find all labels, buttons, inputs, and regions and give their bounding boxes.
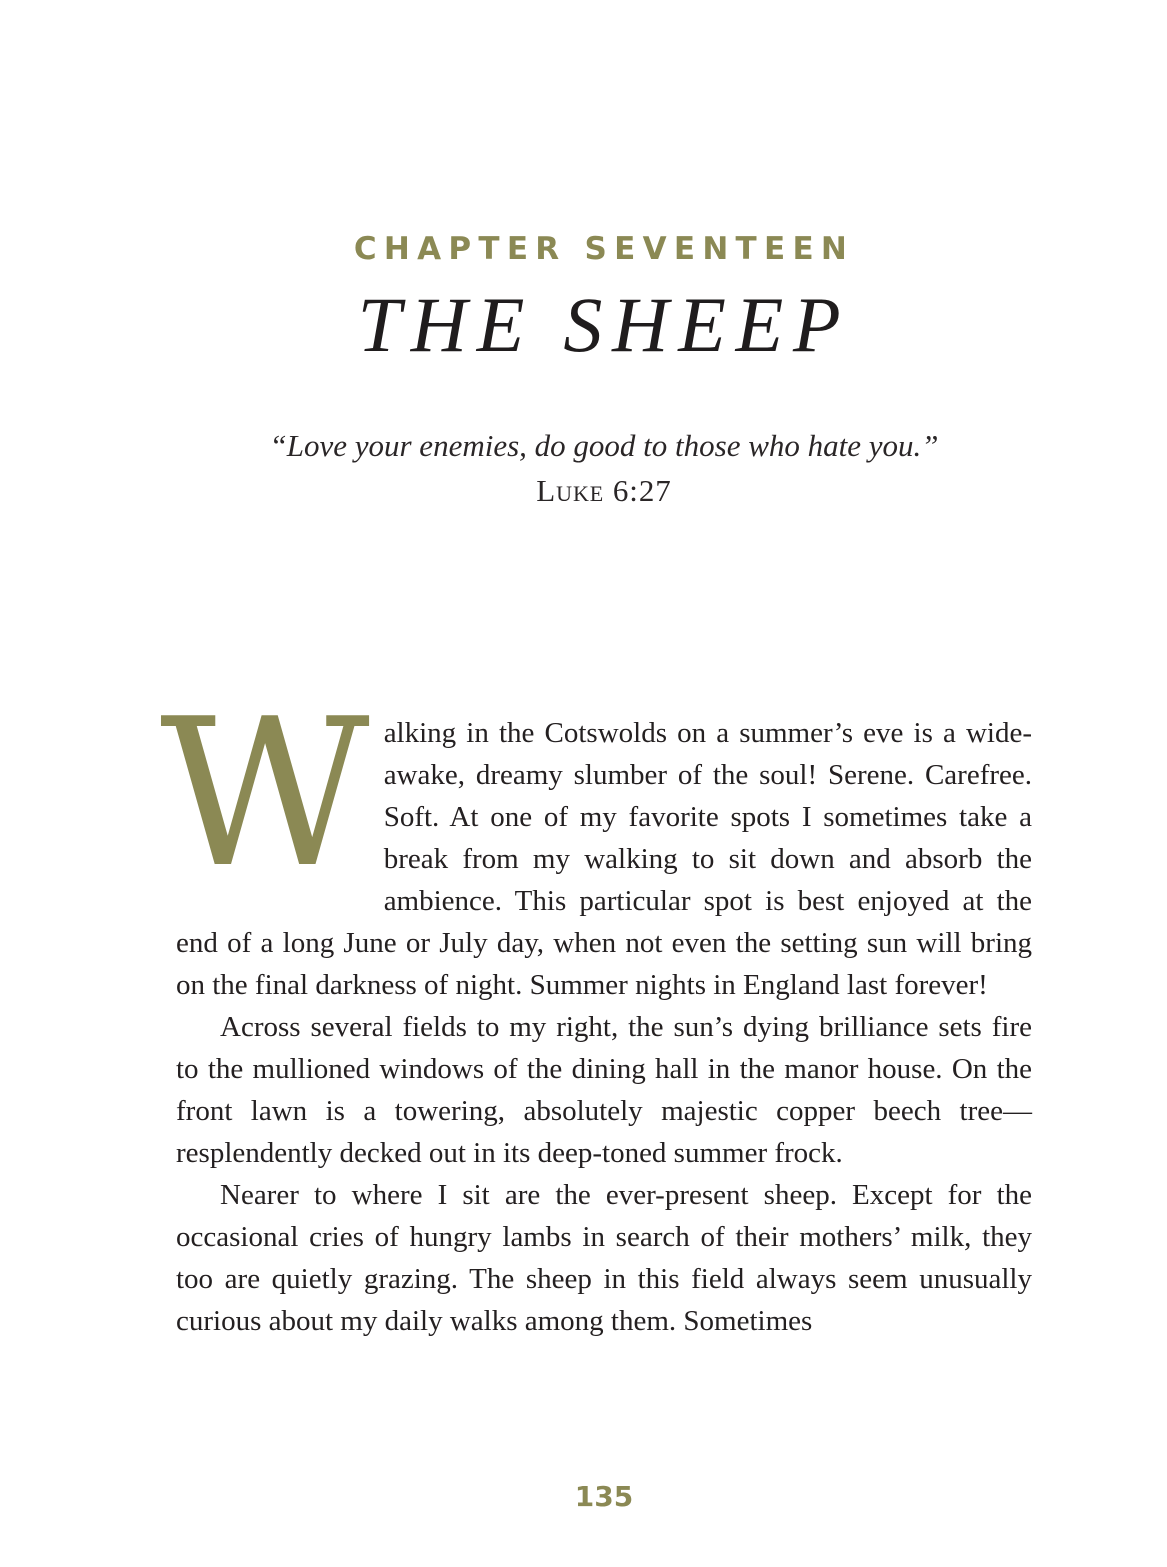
- text-column: [160, 0, 1032, 1342]
- drop-cap: W: [160, 676, 370, 913]
- paragraph-1-text: alking in the Cotswolds on a summer’s eve is a wide-awake, dreamy slumber of the soul! Serene. Carefree. Soft. At one of my favorite spots I sometimes take a break from my walking to sit down and absorb the ambience. This particular spot is best enjoyed at the end of a long June or July day, when not even the setting sun will bring on the final darkness of night. Summer nights in England last forever!: [176, 717, 1032, 1001]
- page-number: 135: [574, 1480, 634, 1513]
- paragraph-1: [160, 676, 1032, 1006]
- paragraph-3: Nearer to where I sit are the ever-present sheep. Except for the occasional cries of hungry lambs in search of their mothers’ milk, they too are quietly grazing. The sheep in this field always seem unusually curious about my daily walks among them. Sometimes: [176, 1179, 1032, 1337]
- epigraph-quote: “Love your enemies, do good to those who hate you.”: [269, 428, 939, 463]
- chapter-header: [176, 230, 1032, 366]
- epigraph-attribution: Luke 6:27: [536, 473, 672, 508]
- chapter-title: THE SHEEP: [357, 281, 851, 368]
- chapter-body: [160, 676, 1032, 1342]
- epigraph: [176, 426, 1032, 510]
- chapter-label: CHAPTER SEVENTEEN: [353, 231, 855, 267]
- paragraph-2: Across several fields to my right, the sun’s dying brilliance sets fire to the mullioned windows of the dining hall in the manor house. On the front lawn is a towering, absolutely majestic copper beech tree—resplendently decked out in its deep-toned summer frock.: [176, 1011, 1032, 1169]
- page-footer: [176, 1480, 1032, 1513]
